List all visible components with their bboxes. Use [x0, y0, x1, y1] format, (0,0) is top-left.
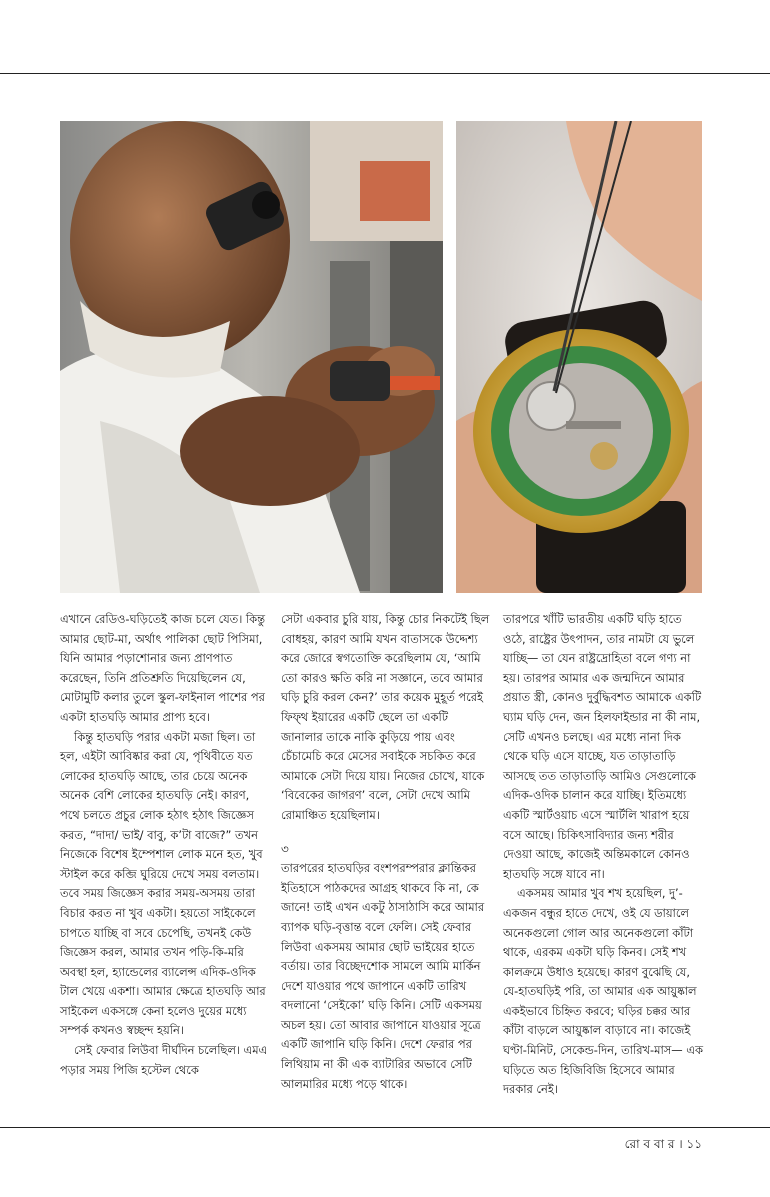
- paragraph: সেটা একবার চুরি যায়, কিন্তু চোর নিকটেই ছিল বোধহয়, কারণ আমি যখন বাতাসকে উদ্দেশ্য করে জোরে স্বগতোক্তি করেছিলাম যে, ‘আমি তো কারও ক্ষতি করি না সজ্ঞানে, তবে আমার ঘড়ি চুরি করল কেন?’ তার কয়েক মুহূর্ত পরেই ফিফ্‌থ ইয়ারের একটি ছেলে তা একটি জানালার তাকে নাকি কুড়িয়ে পায় এবং চেঁচামেচি করে মেসের সবাইকে সচকিত করে আমাকে সেটা দিয়ে যায়। নিজের চোখে, যাকে ‘বিবেকের জাগরণ’ বলে, সেটা দেখে আমি রোমাঞ্চিত হয়েছিলাম।: [281, 612, 490, 822]
- watchmaker-photo: [60, 121, 443, 593]
- text-column-2: [281, 610, 493, 1094]
- page-folio: রো ব বা র । ১১: [624, 1137, 702, 1151]
- top-rule: [0, 73, 770, 74]
- bottom-rule: [0, 1127, 770, 1128]
- watch-repair-photo: [456, 121, 702, 593]
- paragraph: তারপরে খাঁটি ভারতীয় একটি ঘড়ি হাতে ওঠে, রাষ্ট্রের উৎপাদন, তার নামটা যে ভুলে যাচ্ছি— তা যেন রাষ্ট্রদ্রোহিতা বলে গণ্য না হয়। তারপর আমার এক জন্মদিনে আমার প্রয়াত স্ত্রী, কোনও দুর্বুদ্ধিবশত আমাকে একটি ঘ্যাম ঘড়ি দেন, জন হিলফাইন্ডার না কী নাম, সেটি এখনও চলছে। এর মধ্যে নানা দিক থেকে ঘড়ি এসে যাচ্ছে, যত তাড়াতাড়ি আসছে তত তাড়াতাড়ি আমিও সেগুলোকে এদিক-ওদিক চালান করে যাচ্ছি। ইতিমধ্যে একটি স্মার্টওয়াচ এসে স্মার্টলি খারাপ হয়ে বসে আছে। চিকিৎসাবিদ্যার জন্য শরীর দেওয়া আছে, কাজেই অন্তিমকালে কোনও হাতঘড়ি সঙ্গে যাবে না।: [503, 612, 702, 881]
- paragraph: একসময় আমার খুব শখ হয়েছিল, দু’-একজন বন্ধুর হাতে দেখে, ওই যে ডায়ালে অনেকগুলো গোল আর অনেকগুলো কাঁটা থাকে, এরকম একটা ঘড়ি কিনব। সেই শখ কালক্রমে উধাও হয়েছে। কারণ বুঝেছি যে, যে-হাতঘড়িই পরি, তা আমার এক আয়ুষ্কাল একইভাবে চিহ্নিত করবে; ঘড়ির চক্কর আর কাঁটা বাড়লে আয়ুষ্কাল বাড়াবে না। কাজেই ঘণ্টা-মিনিট, সেকেন্ড-দিন, তারিখ-মাস— এক ঘড়িতে অত হিজিবিজি হিসেবে আমার দরকার নেই।: [503, 886, 703, 1097]
- paragraph: সেই ফেবার লিউবা দীর্ঘদিন চলেছিল। এমএ পড়ার সময় পিজি হস্টেল থেকে: [60, 1043, 268, 1077]
- section-number: ৩: [281, 841, 289, 856]
- paragraph: কিন্তু হাতঘড়ি পরার একটা মজা ছিল। তা হল, এইটা আবিষ্কার করা যে, পৃথিবীতে যত লোকের হাতঘড়ি আছে, তার চেয়ে অনেক অনেক বেশি লোকের হাতঘড়ি নেই। কারণ, পথে চলতে প্রচুর লোক হঠাৎ হঠাৎ জিজ্ঞেস করত, “দাদা/ ভাই/ বাবু, ক’টা বাজে?” তখন নিজেকে বিশেষ ইম্পেশাল লোক মনে হত, খুব স্টাইল করে কব্জি ঘুরিয়ে দেখে সময় বলতাম। তবে সময় জিজ্ঞেস করার সময়-অসময় তারা বিচার করত না খুব একটা। হয়তো সাইকেলে চাপতে যাচ্ছি বা সবে চেপেছি, তখনই কেউ জিজ্ঞেস করল, আমার তখন পড়ি-কি-মরি অবস্থা হল, হ্যান্ডেলের ব্যালেন্স এদিক-ওদিক টাল খেয়ে একশা। আমার ক্ষেত্রে হাতঘড়ি আর সাইকেল একসঙ্গে কেনা হলেও দুয়ের মধ্যে সম্পর্ক কখনও স্বচ্ছন্দ হয়নি।: [60, 729, 266, 1038]
- paragraph: এখানে রেডিও-ঘড়িতেই কাজ চলে যেত। কিন্তু আমার ছোট-মা, অর্থাৎ পালিকা ছোট পিসিমা, যিনি আমার পড়াশোনার জন্য প্রাণপাত করেছেন, তিনি প্রতিশ্রুতি দিয়েছিলেন যে, মোটামুটি কলার তুলে স্কুল-ফাইনাল পাশের পর একটা হাতঘড়ি আমার প্রাপ্য হবে।: [60, 612, 265, 724]
- text-column-1: [60, 610, 272, 1080]
- paragraph: তারপরের হাতঘড়ির বংশপরম্পরার ক্লান্তিকর ইতিহাসে পাঠকদের আগ্রহ থাকবে কি না, কে জানে! তাই এখন একটু ঠাসাঠাসি করে আমার ব্যাপক ঘড়ি-বৃত্তান্ত বলে ফেলি। সেই ফেবার লিউবা একসময় আমার ছোট ভাইয়ের হাতে বর্তায়। তার বিচ্ছেদশোক সামলে আমি মার্কিন দেশে যাওয়ার পথে জাপানে একটি তারিখ বদলানো ‘সেইকো’ ঘড়ি কিনি। সেটি একসময় অচল হয়। তো আবার জাপানে যাওয়ার সূত্রে একটি জাপানি ঘড়ি কিনি। দেশে ফেরার পর লিথিয়াম না কী এক ব্যাটারির অভাবে সেটি আলমারির মধ্যে পড়ে থাকে।: [281, 861, 485, 1091]
- text-column-3: [503, 610, 703, 1100]
